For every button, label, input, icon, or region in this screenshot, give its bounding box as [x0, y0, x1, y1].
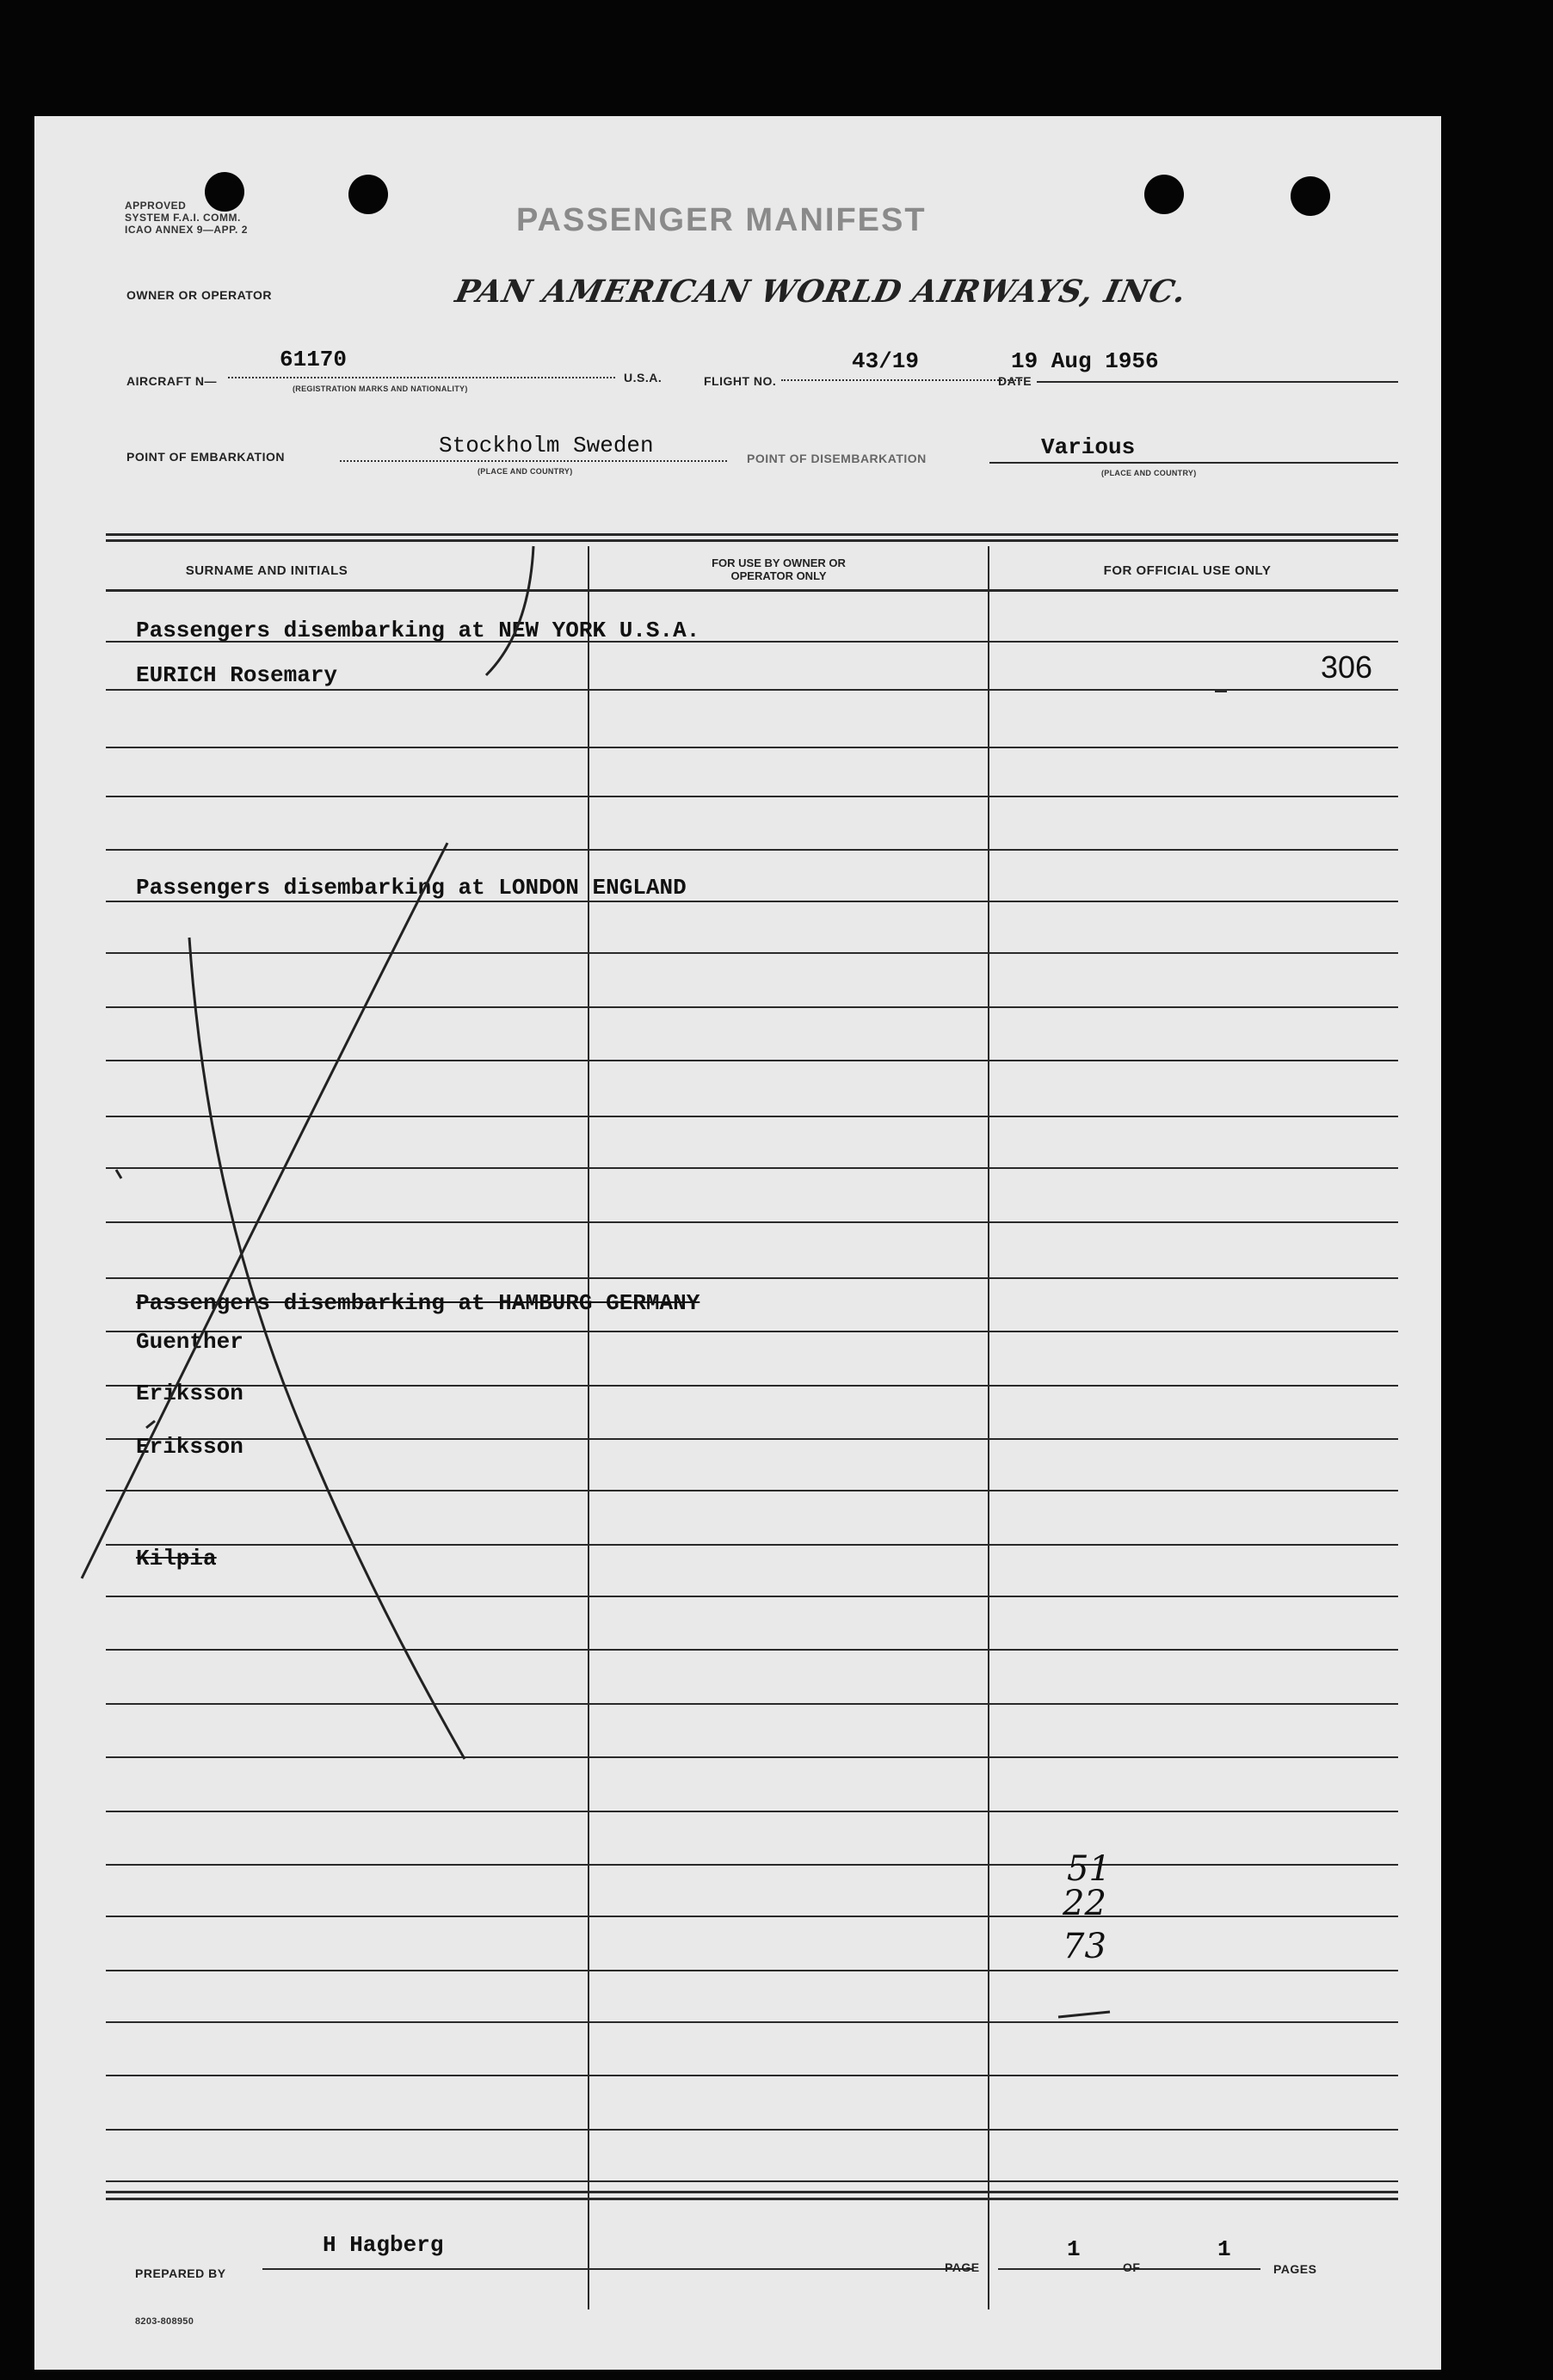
- usa-label: U.S.A.: [624, 371, 662, 384]
- passenger-row: Eriksson: [136, 1381, 243, 1406]
- approval-line: APPROVED: [125, 200, 187, 212]
- section-hamburg: Passengers disembarking at HAMBURG GERMANY: [136, 1290, 700, 1316]
- date-value: 19 Aug 1956: [1011, 348, 1159, 374]
- aircraft-label: AIRCRAFT N—: [126, 374, 218, 388]
- column-header-owner-use: FOR USE BY OWNER OR OPERATOR ONLY: [712, 557, 846, 582]
- tally-value: 51: [1067, 1849, 1111, 1889]
- aircraft-number: 61170: [280, 347, 348, 372]
- page-number: 1: [1067, 2236, 1081, 2262]
- date-label: DATE: [998, 374, 1032, 388]
- flight-label: FLIGHT NO.: [704, 374, 777, 388]
- page-line: [998, 2268, 1170, 2270]
- operator-name: PAN AMERICAN WORLD AIRWAYS, INC.: [452, 274, 1191, 310]
- approval-line: ICAO ANNEX 9—APP. 2: [125, 224, 248, 236]
- section-london: Passengers disembarking at LONDON ENGLAND: [136, 875, 687, 901]
- owner-label: OWNER OR OPERATOR: [126, 288, 272, 302]
- disembarkation-label: POINT OF DISEMBARKATION: [747, 452, 927, 465]
- page-total: 1: [1217, 2236, 1231, 2262]
- prepared-label: PREPARED BY: [135, 2266, 226, 2280]
- form-code: 8203-808950: [135, 2316, 194, 2327]
- prepared-line: [262, 2268, 972, 2270]
- tally-value: 22: [1063, 1884, 1106, 1923]
- approval-line: SYSTEM F.A.I. COMM.: [125, 212, 241, 224]
- page-label: PAGE: [945, 2260, 980, 2274]
- disembarkation-value: Various: [1041, 434, 1136, 460]
- prepared-by: H Hagberg: [323, 2232, 444, 2258]
- disembarkation-caption: (PLACE AND COUNTRY): [1101, 469, 1197, 477]
- form-title: PASSENGER MANIFEST: [516, 202, 927, 238]
- column-header-surname: SURNAME AND INITIALS: [185, 563, 348, 578]
- pages-label: PAGES: [1273, 2262, 1317, 2276]
- manifest-sheet: [34, 116, 1441, 2370]
- passenger-row: Eriksson: [136, 1434, 243, 1460]
- tally-value: 73: [1063, 1927, 1106, 1966]
- total-line: [1157, 2268, 1260, 2270]
- column-header-official-use: FOR OFFICIAL USE ONLY: [1103, 563, 1272, 578]
- flight-number: 43/19: [852, 348, 920, 374]
- of-label: OF: [1123, 2260, 1141, 2274]
- embarkation-caption: (PLACE AND COUNTRY): [478, 467, 573, 476]
- embarkation-label: POINT OF EMBARKATION: [126, 450, 285, 464]
- embarkation-value: Stockholm Sweden: [439, 433, 654, 458]
- official-use-value: 306: [1321, 649, 1373, 685]
- passenger-row: EURICH Rosemary: [136, 662, 338, 688]
- aircraft-caption: (REGISTRATION MARKS AND NATIONALITY): [293, 384, 468, 393]
- handwritten-cross-mark: [34, 116, 1441, 2370]
- passenger-row: Kilpia: [136, 1546, 217, 1571]
- section-new-york: Passengers disembarking at NEW YORK U.S.A.: [136, 618, 700, 643]
- passenger-row: Guenther: [136, 1329, 243, 1355]
